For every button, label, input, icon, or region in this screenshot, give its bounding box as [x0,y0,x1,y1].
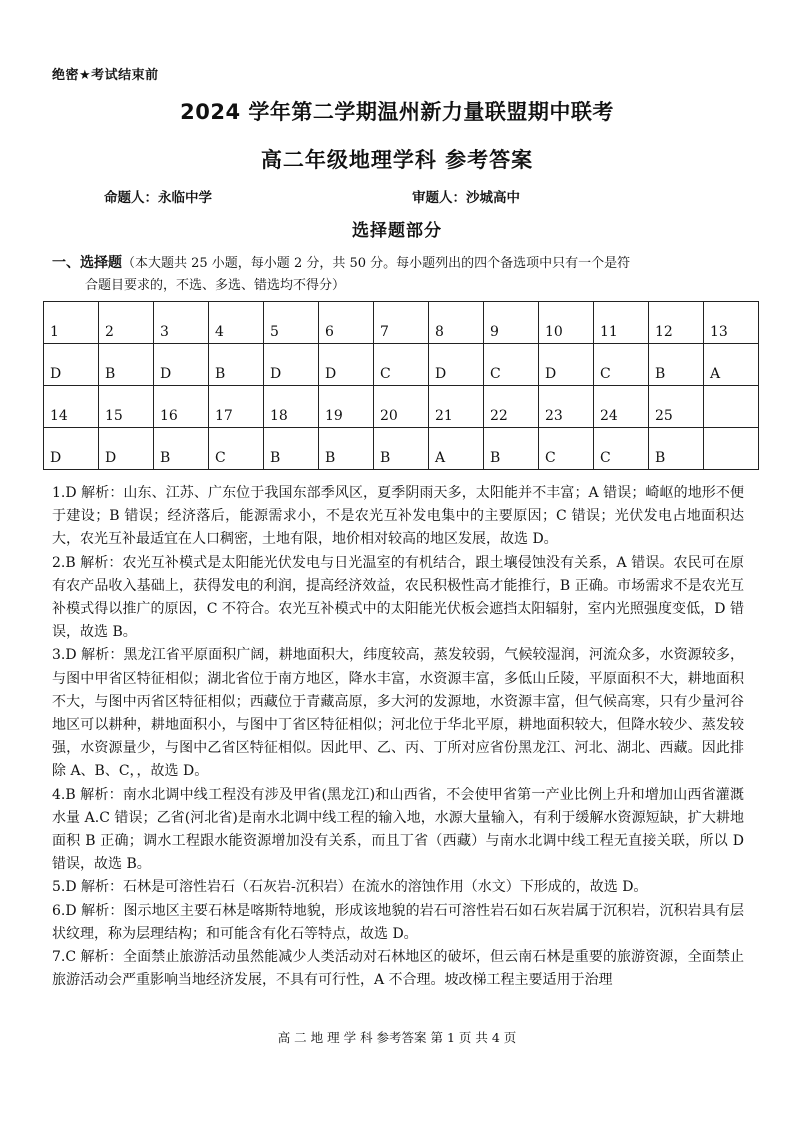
question-number-cell: 22 [484,386,539,428]
question-number-cell: 23 [539,386,594,428]
question-number-cell: 1 [44,302,99,344]
instructions-line2: 合题目要求的，不选、多选、错选均不得分） [85,278,346,293]
question-number-cell: 7 [374,302,429,344]
answer-cell: D [154,344,209,386]
answer-cell: B [154,428,209,470]
question-number-row [44,386,759,428]
answer-cell: B [209,344,264,386]
question-number-cell: 14 [44,386,99,428]
answer-row [44,344,759,386]
answer-cell: B [484,428,539,470]
question-number-cell: 21 [429,386,484,428]
question-number-cell: 8 [429,302,484,344]
question-number-cell: 13 [704,302,759,344]
question-number-cell: 11 [594,302,649,344]
explanation-7: 7.C 解析：全面禁止旅游活动虽然能减少人类活动对石林地区的破坏，但云南石林是重要的旅游资源，全面禁止旅游活动会严重影响当地经济发展，不具有可行性，A 不合理。坡改梯工程主要适用于治理 [52,949,744,989]
question-number-cell: 15 [99,386,154,428]
answer-cell: D [44,344,99,386]
question-setter: 命题人：永临中学 [104,190,212,206]
question-number-cell: 16 [154,386,209,428]
confidential-mark: 绝密★考试结束前 [52,68,159,83]
question-number-cell: 2 [99,302,154,344]
answer-cell: C [539,428,594,470]
explanations [52,482,744,992]
answer-cell: C [594,428,649,470]
answer-cell: B [99,344,154,386]
explanation-2: 2.B 解析：农光互补模式是太阳能光伏发电与日光温室的有机结合，跟土壤侵蚀没有关系，A 错误。农民可在原有农产品收入基础上，获得发电的利润，提高经济效益，农民积极性高才能推行，B 正确。市场需求不是农光互补模式得以推广的原因，C 不符合。农光互补模式中的太阳能光伏板会遮挡太阳辐射，室内光照强度变低，D 错误，故选 B。 [52,554,744,641]
question-number-cell: 17 [209,386,264,428]
answer-cell: A [429,428,484,470]
answer-cell: A [704,344,759,386]
question-number-cell [704,386,759,428]
question-number-cell: 10 [539,302,594,344]
page-footer: 高 二 地 理 学 科 参考答案 第 1 页 共 4 页 [277,1030,517,1045]
answer-cell: C [484,344,539,386]
question-number-cell: 4 [209,302,264,344]
section-title: 选择题部分 [352,221,442,241]
answer-cell [704,428,759,470]
explanation-3: 3.D 解析：黑龙江省平原面积广阔，耕地面积大，纬度较高，蒸发较弱，气候较湿润，河流众多，水资源较多，与图中甲省区特征相似；湖北省位于南方地区，降水丰富，水资源丰富，多低山丘陵，平原面积不大，耕地面积不大，与图中丙省区特征相似；西藏位于青藏高原，多大河的发源地，水资源丰富，但气候高寒，只有少量河谷地区可以耕种，耕地面积小，与图中丁省区特征相似；河北位于华北平原，耕地面积较大，但降水较少、蒸发较强，水资源量少，与图中乙省区特征相似。因此甲、乙、丙、丁所对应省份黑龙江、河北、湖北、西藏。因此排除 A、B、C，，故选 D。 [52,647,744,780]
explanation-4: 4.B 解析：南水北调中线工程没有涉及甲省(黑龙江)和山西省，不会使甲省第一产业比例上升和增加山西省灌溉水量 A.C 错误；乙省(河北省)是南水北调中线工程的输入地，水源大量输入，有利于缓解水资源短缺，扩大耕地面积 B 正确；调水工程跟水能资源增加没有关系，而且丁省（西藏）与南水北调中线工程无直接关联，所以 D 错误，故选 B。 [52,786,744,873]
answer-cell: B [319,428,374,470]
question-number-cell: 19 [319,386,374,428]
explanation-1: 1.D 解析：山东、江苏、广东位于我国东部季风区，夏季阴雨天多，太阳能并不丰富；A 错误；崎岖的地形不便于建设；B 错误；经济落后，能源需求小，不是农光互补发电集中的主要原因；C 错误；光伏发电占地面积达大，农光互补最适宜在人口稠密，土地有限，地价相对较高的地区发展，故选 D。 [52,485,744,548]
instructions-line1: （本大题共 25 小题，每小题 2 分，共 50 分。每小题列出的四个备选项中只有一个是符 [122,256,631,271]
answer-cell: D [539,344,594,386]
question-number-cell: 9 [484,302,539,344]
answer-table [43,301,759,470]
question-number-cell: 24 [594,386,649,428]
answer-cell: B [649,344,704,386]
instructions [52,252,752,297]
answer-cell: D [44,428,99,470]
instructions-heading: 一、选择题 [52,255,122,271]
explanation-6: 6.D 解析：图示地区主要石林是喀斯特地貌，形成该地貌的岩石可溶性岩石如石灰岩属于沉积岩，沉积岩具有层状纹理，称为层理结构；和可能含有化石等特点，故选 D。 [52,902,744,942]
question-number-cell: 12 [649,302,704,344]
question-number-cell: 20 [374,386,429,428]
answer-cell: B [649,428,704,470]
answer-cell: B [264,428,319,470]
question-number-cell: 25 [649,386,704,428]
answer-cell: D [429,344,484,386]
question-number-cell: 6 [319,302,374,344]
answer-cell: C [594,344,649,386]
question-reviewer: 审题人：沙城高中 [412,190,520,206]
answer-cell: D [264,344,319,386]
explanation-5: 5.D 解析：石林是可溶性岩石（石灰岩-沉积岩）在流水的溶蚀作用（水文）下形成的，故选 D。 [52,879,648,896]
exam-title: 2024 学年第二学期温州新力量联盟期中联考 [180,100,614,124]
answer-cell: C [209,428,264,470]
answer-cell: D [319,344,374,386]
question-number-row [44,302,759,344]
answer-row [44,428,759,470]
answer-cell: B [374,428,429,470]
question-number-cell: 18 [264,386,319,428]
answer-cell: C [374,344,429,386]
question-number-cell: 5 [264,302,319,344]
document-title: 高二年级地理学科 参考答案 [260,148,534,172]
answer-cell: D [99,428,154,470]
question-number-cell: 3 [154,302,209,344]
